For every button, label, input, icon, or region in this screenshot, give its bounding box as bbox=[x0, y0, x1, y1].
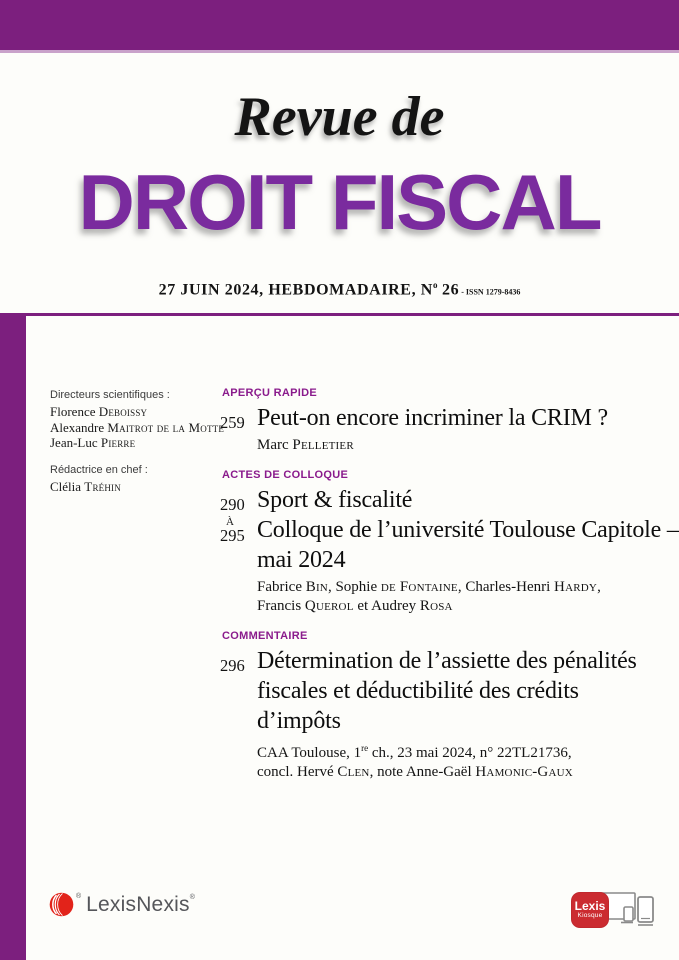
page-range-separator: À bbox=[226, 516, 234, 528]
registered-mark: ® bbox=[189, 894, 195, 901]
table-of-contents bbox=[220, 387, 679, 782]
horizontal-rule bbox=[0, 313, 679, 316]
article-title: d’impôts bbox=[257, 708, 341, 734]
article-subtitle: Colloque de l’université Toulouse Capitole – bbox=[257, 517, 679, 543]
directors-label: Directeurs scientifiques : bbox=[50, 389, 170, 401]
section-commentaire bbox=[220, 630, 660, 782]
lexisnexis-logo bbox=[48, 891, 195, 918]
page-number: 296 bbox=[220, 656, 245, 675]
left-accent-bar bbox=[0, 313, 26, 960]
page-number-gutter bbox=[220, 485, 257, 616]
page-number-gutter bbox=[220, 403, 257, 455]
section-label: COMMENTAIRE bbox=[222, 630, 308, 642]
director-name: Florence Deboissy bbox=[50, 404, 148, 419]
director-name: Alexandre Maitrot de la Motte bbox=[50, 419, 225, 435]
masthead-droit-fiscal: DROIT FISCAL bbox=[78, 158, 601, 246]
sidebar bbox=[50, 389, 225, 494]
page-number-start: 290 bbox=[220, 495, 245, 514]
section-actes-de-colloque bbox=[220, 469, 679, 616]
issue-date-line: 27 JUIN 2024, HEBDOMADAIRE, $N^o$ 26 - ISSN 1279-8436 bbox=[158, 280, 521, 299]
page-number: 259 bbox=[220, 413, 245, 432]
masthead-revue-de: Revue de bbox=[234, 86, 445, 148]
article-byline: Francis Querol et Audrey Rosa bbox=[257, 598, 453, 614]
toc-item bbox=[220, 485, 679, 616]
article-byline: Marc Pelletier bbox=[257, 437, 354, 453]
kiosque-badge-line2: Kiosque bbox=[577, 912, 603, 919]
article-byline: Fabrice Bin, Sophie de Fontaine, Charles-Henri Hardy, bbox=[257, 579, 601, 595]
article-title: Peut-on encore incriminer la CRIM ? bbox=[257, 405, 608, 431]
page-number-gutter bbox=[220, 646, 257, 782]
section-label: APERÇU RAPIDE bbox=[222, 387, 317, 399]
page-number-end: 295 bbox=[220, 526, 245, 545]
lexis-kiosque-app-icon bbox=[571, 892, 609, 928]
toc-item-body bbox=[257, 403, 608, 455]
article-citation: concl. Hervé Clen, note Anne-Gaël Hamonic-Gaux bbox=[257, 764, 573, 780]
kiosque-badge-line1: Lexis bbox=[574, 899, 606, 913]
toc-item-body bbox=[257, 646, 637, 782]
article-title: Détermination de l’assiette des pénalités bbox=[257, 648, 637, 674]
section-apercu-rapide bbox=[220, 387, 660, 455]
toc-item bbox=[220, 646, 660, 782]
director-name: Jean-Luc Pierre bbox=[50, 435, 136, 450]
editor-label: Rédactrice en chef : bbox=[50, 463, 148, 476]
toc-item bbox=[220, 403, 660, 455]
article-title: Sport & fiscalité bbox=[257, 487, 413, 513]
lexisnexis-orb-icon bbox=[48, 891, 75, 918]
article-subtitle: mai 2024 bbox=[257, 547, 346, 573]
article-title: fiscales et déductibilité des crédits bbox=[257, 678, 579, 704]
masthead bbox=[0, 0, 679, 299]
registered-mark: ® bbox=[76, 893, 82, 900]
lexisnexis-wordmark: LexisNexis bbox=[86, 892, 190, 916]
section-label: ACTES DE COLLOQUE bbox=[222, 469, 349, 481]
lexis-kiosque-logo bbox=[571, 892, 661, 933]
editor-name: Clélia Tréhin bbox=[50, 478, 121, 494]
toc-item-body bbox=[257, 485, 679, 616]
article-citation: CAA Toulouse, 1re ch., 23 mai 2024, n° 22TL21736, bbox=[257, 743, 572, 761]
